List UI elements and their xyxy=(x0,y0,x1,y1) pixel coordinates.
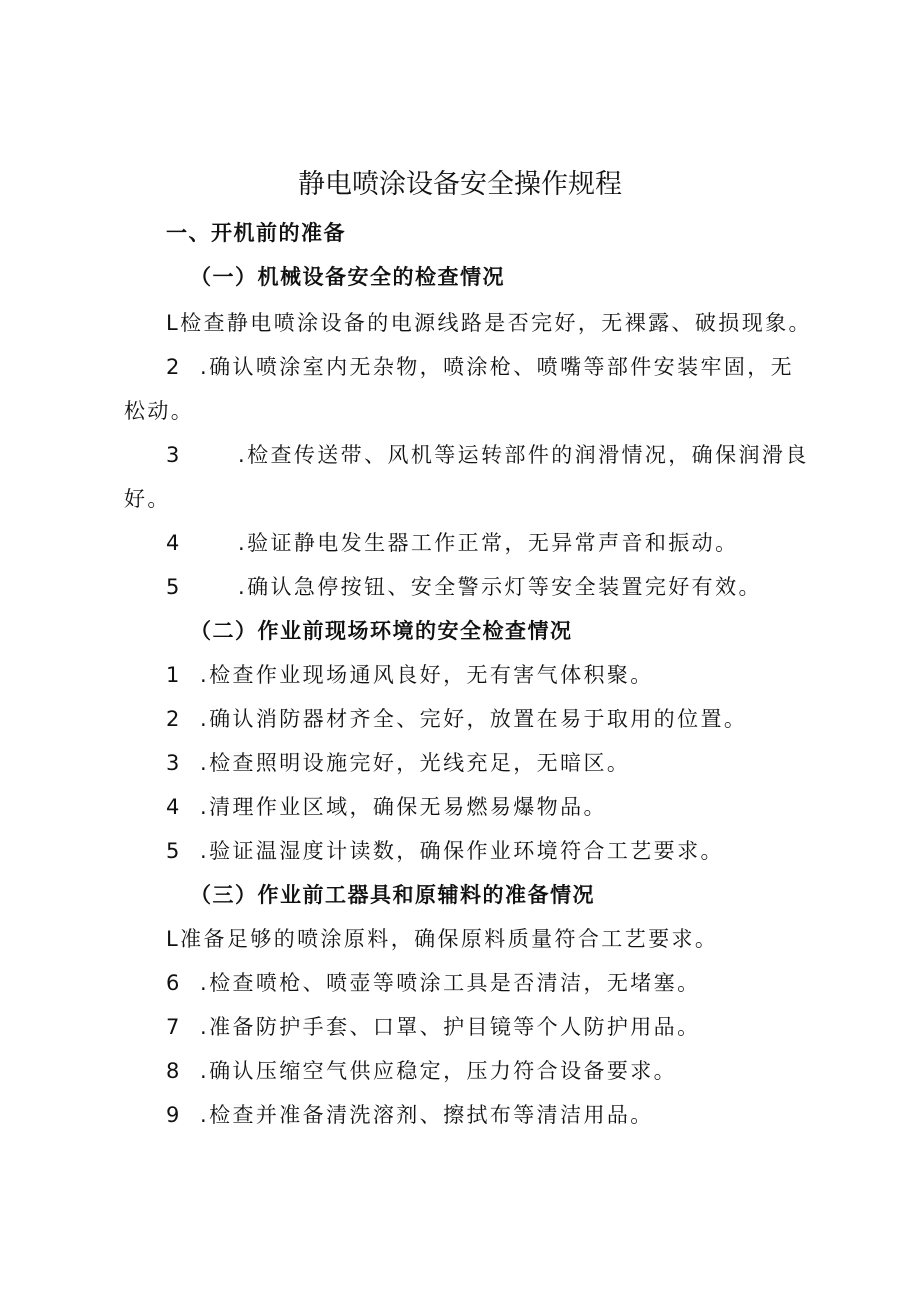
item-number: 7 xyxy=(166,1015,182,1039)
list-item xyxy=(166,440,809,470)
item-text: L检查静电喷涂设备的电源线路是否完好，无裸露、破损现象。 xyxy=(166,311,812,335)
item-text: .检查照明设施完好，光线充足，无暗区。 xyxy=(200,751,631,775)
item-text: .清理作业区域，确保无易燃易爆物品。 xyxy=(200,795,607,819)
list-item xyxy=(166,792,607,822)
subsection-heading-2: （二）作业前现场环境的安全检查情况 xyxy=(190,619,573,643)
item-number: 5 xyxy=(166,839,182,863)
item-number: 1 xyxy=(166,663,182,687)
item-text: .验证静电发生器工作正常，无异常声音和振动。 xyxy=(238,531,739,555)
item-number: 9 xyxy=(166,1103,182,1127)
item-text: .检查并准备清洗溶剂、擦拭布等清洁用品。 xyxy=(200,1103,654,1127)
item-number: 4 xyxy=(166,795,182,819)
list-item-continuation: 松动。 xyxy=(124,399,195,423)
list-item-continuation: 好。 xyxy=(124,487,171,511)
item-text: L准备足够的喷涂原料，确保原料质量符合工艺要求。 xyxy=(166,927,719,951)
item-text: .准备防护手套、口罩、护目镜等个人防护用品。 xyxy=(200,1015,701,1039)
document-title: 静电喷涂设备安全操作规程 xyxy=(298,169,622,200)
list-item xyxy=(166,1056,677,1086)
item-text: .检查作业现场通风良好，无有害气体积聚。 xyxy=(200,663,654,687)
list-item xyxy=(166,352,794,382)
item-text: .确认压缩空气供应稳定，压力符合设备要求。 xyxy=(200,1059,678,1083)
list-item xyxy=(166,528,738,558)
list-item xyxy=(166,748,630,778)
item-text: .确认消防器材齐全、完好，放置在易于取用的位置。 xyxy=(200,707,748,731)
list-item xyxy=(166,836,724,866)
item-number: 3 xyxy=(166,751,182,775)
item-text: .确认急停按钮、安全警示灯等安全装置完好有效。 xyxy=(238,575,762,599)
list-item xyxy=(166,704,747,734)
list-item xyxy=(166,1012,700,1042)
list-item xyxy=(166,572,762,602)
item-number: 6 xyxy=(166,971,182,995)
item-number: 5 xyxy=(166,575,182,599)
item-text: .验证温湿度计读数，确保作业环境符合工艺要求。 xyxy=(200,839,724,863)
list-item xyxy=(166,968,700,998)
item-number: 3 xyxy=(166,443,182,467)
list-item xyxy=(166,1100,654,1130)
list-item xyxy=(166,660,654,690)
item-text: .检查传送带、风机等运转部件的润滑情况，确保润滑良 xyxy=(238,443,809,467)
section-heading: 一、开机前的准备 xyxy=(166,221,346,245)
subsection-heading-1: （一）机械设备安全的检查情况 xyxy=(190,265,505,289)
subsection-heading-3: （三）作业前工器具和原辅料的准备情况 xyxy=(190,883,595,907)
item-number: 2 xyxy=(166,355,182,379)
item-number: 4 xyxy=(166,531,182,555)
item-number: 8 xyxy=(166,1059,182,1083)
item-text: .确认喷涂室内无杂物，喷涂枪、喷嘴等部件安装牢固，无 xyxy=(200,355,795,379)
list-item xyxy=(166,308,812,338)
list-item xyxy=(166,924,718,954)
item-number: 2 xyxy=(166,707,182,731)
item-text: .检查喷枪、喷壶等喷涂工具是否清洁，无堵塞。 xyxy=(200,971,701,995)
